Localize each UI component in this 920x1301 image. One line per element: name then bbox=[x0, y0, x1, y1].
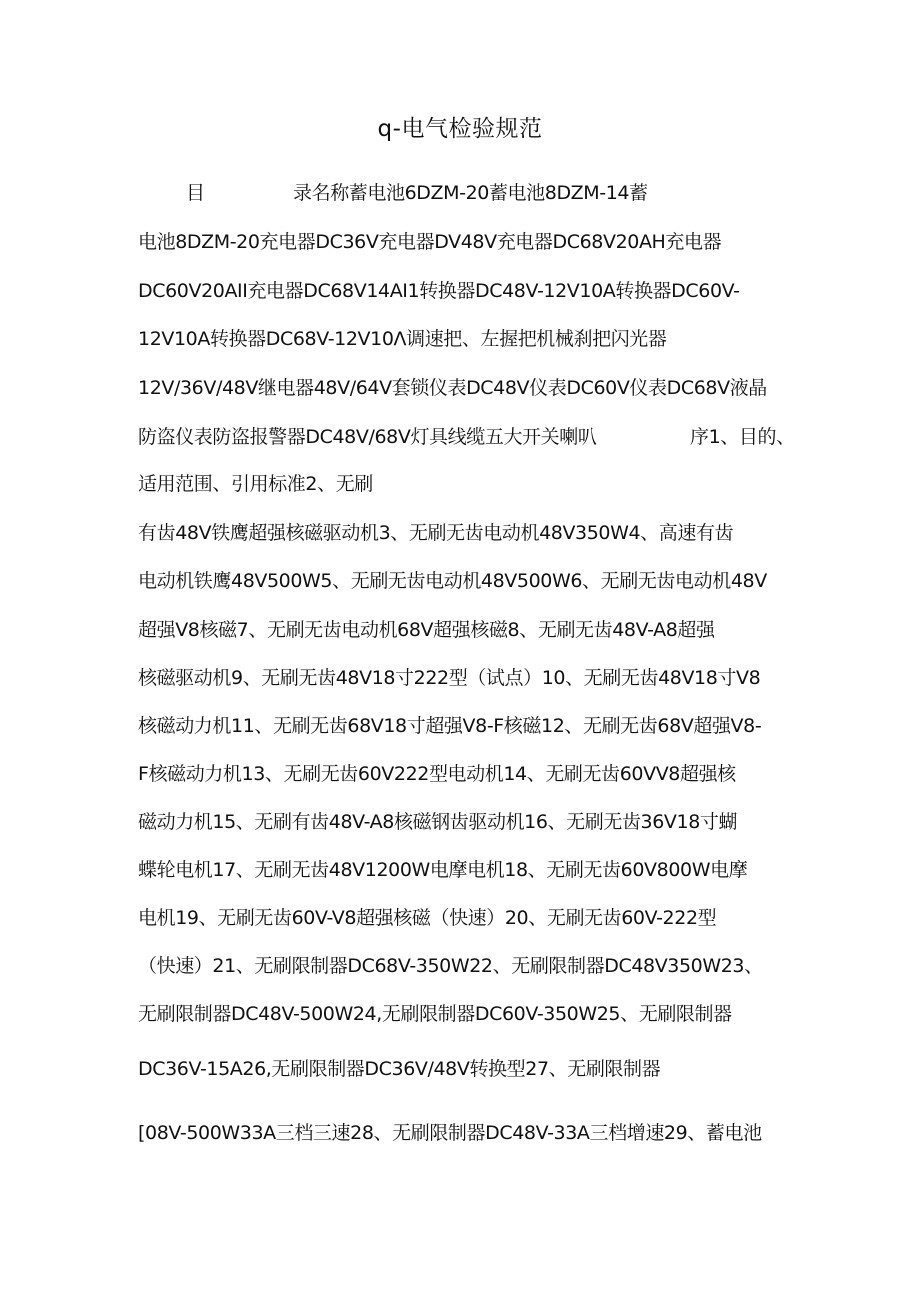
document-title: q-电气检验规范 bbox=[377, 116, 543, 142]
text-line: 核磁驱动机9、无刷无齿48V18寸222型（试点）10、无刷无齿48V18寸V8 bbox=[138, 667, 761, 689]
text-line: [08V-500W33A三档三速28、无刷限制器DC48V-33A三档增速29、蓄电池 bbox=[138, 1122, 762, 1144]
text-line: 电动机铁鹰48V500W5、无刷无齿电动机48V500W6、无刷无齿电动机48V bbox=[138, 570, 767, 592]
preface-label: 序1、目的、 bbox=[690, 426, 795, 448]
text-line: 12V10A转换器DC68V-12V10Λ调速把、左握把机械刹把闪光器 bbox=[138, 328, 667, 350]
text-line: 磁动力机15、无刷有齿48V-A8核磁钢齿驱动机16、无刷无齿36V18寸蝴 bbox=[138, 811, 738, 833]
text-line: DC36V-15A26,无刷限制器DC36V/48V转换型27、无刷限制器 bbox=[138, 1058, 661, 1080]
text-line: 录名称蓄电池6DZM-20蓄电池8DZM-14蓄 bbox=[293, 182, 648, 204]
text-line: 核磁动力机11、无刷无齿68V18寸超强V8-F核磁12、无刷无齿68V超强V8- bbox=[138, 715, 762, 737]
text-line: 电机19、无刷无齿60V-V8超强核磁（快速）20、无刷无齿60V-222型 bbox=[138, 907, 717, 929]
toc-heading-char: 目 bbox=[186, 182, 205, 204]
text-line: 电池8DZM-20充电器DC36V充电器DV48V充电器DC68V20AH充电器 bbox=[138, 231, 722, 253]
text-line: 超强V8核磁7、无刷无齿电动机68V超强核磁8、无刷无齿48V-A8超强 bbox=[138, 619, 715, 641]
text-line: DC60V20AII充电器DC68V14AI1转换器DC48V-12V10A转换器DC60V- bbox=[138, 280, 740, 302]
text-line: （快速）21、无刷限制器DC68V-350W22、无刷限制器DC48V350W23、 bbox=[138, 955, 763, 977]
text-line: 适用范围、引用标准2、无刷 bbox=[138, 473, 373, 495]
text-line: 有齿48V铁鹰超强核磁驱动机3、无刷无齿电动机48V350W4、高速有齿 bbox=[138, 522, 734, 544]
text-line: 防盗仪表防盗报警器DC48V/68V灯具线缆五大开关喇叭 bbox=[138, 426, 597, 448]
text-line: 12V/36V/48V继电器48V/64V套锁仪表DC48V仪表DC60V仪表DC68V液晶 bbox=[138, 377, 767, 399]
text-line: F核磁动力机13、无刷无齿60V222型电动机14、无刷无齿60VV8超强核 bbox=[138, 763, 736, 785]
text-line: 无刷限制器DC48V-500W24,无刷限制器DC60V-350W25、无刷限制器 bbox=[138, 1003, 732, 1025]
text-line: 蝶轮电机17、无刷无齿48V1200W电摩电机18、无刷无齿60V800W电摩 bbox=[138, 859, 748, 881]
